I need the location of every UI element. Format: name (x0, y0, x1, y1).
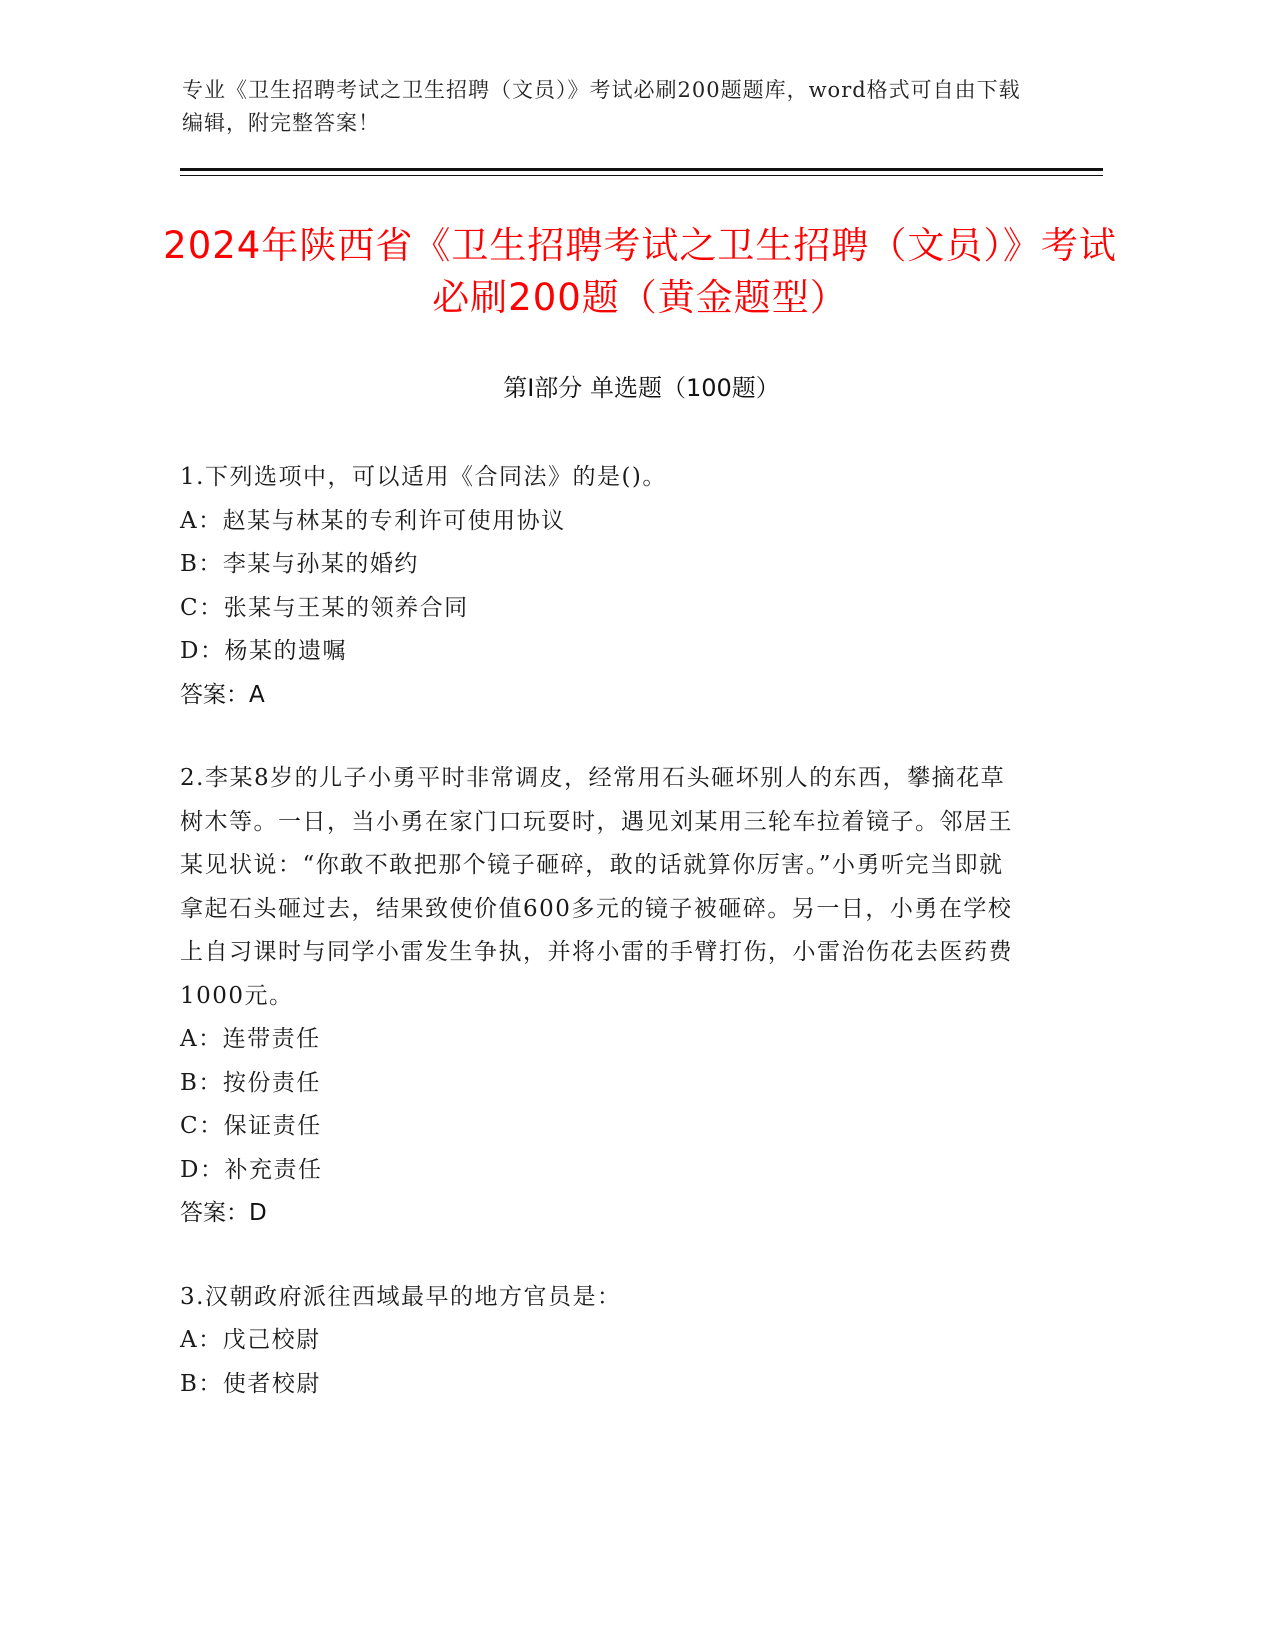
option-b: B：李某与孙某的婚约 (180, 551, 419, 577)
question-3 (180, 1276, 1020, 1407)
option-d: D：补充责任 (180, 1156, 323, 1183)
section-title: 第I部分 单选题（100题） (503, 374, 780, 402)
question-list (180, 456, 1020, 1446)
document-title: 2024年陕西省《卫生招聘考试之卫生招聘（文员）》考试必刷200题（黄金题型） (163, 224, 1117, 319)
header-note: 专业《卫生招聘考试之卫生招聘（文员）》考试必刷200题题库，word格式可自由下载编辑，附完整答案！ (182, 78, 1021, 135)
question-2 (180, 757, 1020, 1236)
header-divider-thick (180, 168, 1103, 171)
answer: 答案：A (180, 681, 265, 708)
header-divider-thin (180, 175, 1103, 176)
option-c: C：张某与王某的领养合同 (180, 594, 469, 621)
question-1 (180, 456, 1020, 717)
option-d: D：杨某的遗嘱 (180, 638, 347, 664)
option-a: A：赵某与林某的专利许可使用协议 (180, 507, 566, 534)
answer: 答案：D (180, 1200, 267, 1226)
option-b: B：按份责任 (180, 1069, 321, 1096)
option-b: B：使者校尉 (180, 1370, 321, 1397)
option-c: C：保证责任 (180, 1113, 322, 1139)
question-stem: 3.汉朝政府派往西域最早的地方官员是： (180, 1283, 622, 1310)
option-a: A：连带责任 (180, 1026, 321, 1052)
option-a: A：戊己校尉 (180, 1327, 321, 1353)
question-stem: 2.李某8岁的儿子小勇平时非常调皮，经常用石头砸坏别人的东西，攀摘花草树木等。一日，当小勇在家门口玩耍时，遇见刘某用三轮车拉着镜子。邻居王某见状说：“你敢不敢把那个镜子砸碎，敢的话就算你厉害。”小勇听完当即就拿起石头砸过去，结果致使价值600多元的镜子被砸碎。另一日，小勇在学校上自习课时与同学小雷发生争执，并将小雷的手臂打伤，小雷治伤花去医药费1000元。 (180, 765, 1013, 1009)
question-stem: 1.下列选项中，可以适用《合同法》的是()。 (180, 464, 667, 490)
